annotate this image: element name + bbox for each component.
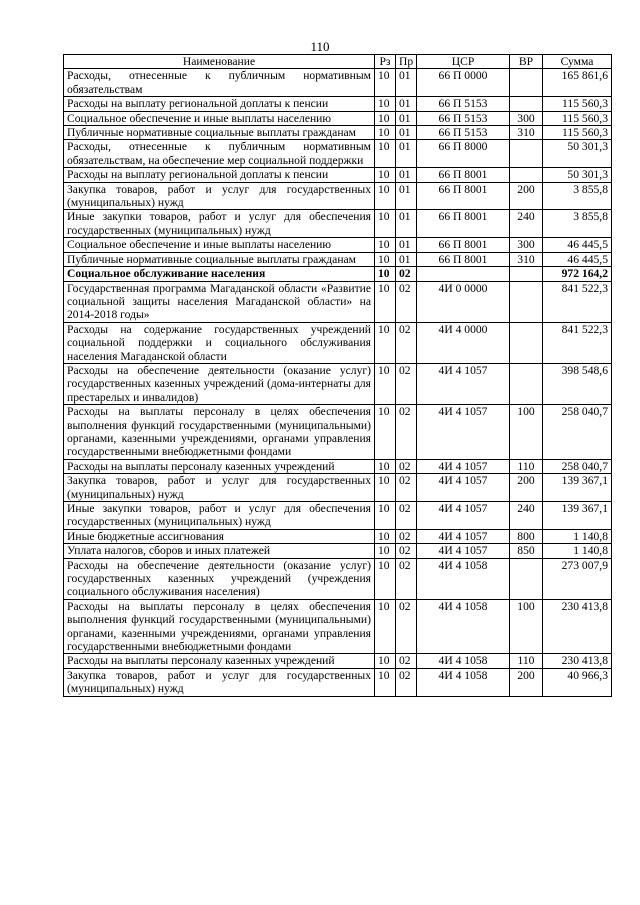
cell-sum: 139 367,1 <box>543 502 612 530</box>
cell-rz: 10 <box>375 363 396 404</box>
cell-rz: 10 <box>375 111 396 125</box>
cell-name: Расходы на выплату региональной доплаты к пенсии <box>64 97 375 111</box>
table-row <box>64 459 612 473</box>
cell-sum: 115 560,3 <box>543 126 612 140</box>
cell-vr <box>510 281 543 322</box>
cell-csr: 66 П 0000 <box>417 69 510 97</box>
header-pr: Пр <box>396 55 417 69</box>
cell-rz: 10 <box>375 599 396 654</box>
table-row <box>64 69 612 97</box>
cell-csr: 4И 4 1057 <box>417 529 510 543</box>
cell-sum: 841 522,3 <box>543 322 612 363</box>
cell-sum: 230 413,8 <box>543 599 612 654</box>
cell-vr: 310 <box>510 252 543 266</box>
table-row <box>64 238 612 252</box>
cell-rz: 10 <box>375 544 396 558</box>
cell-csr: 66 П 8001 <box>417 210 510 238</box>
cell-vr: 300 <box>510 111 543 125</box>
cell-sum: 139 367,1 <box>543 474 612 502</box>
page-number: 110 <box>310 39 330 54</box>
cell-vr: 310 <box>510 126 543 140</box>
table-row <box>64 168 612 182</box>
cell-csr: 4И 4 1057 <box>417 544 510 558</box>
cell-rz: 10 <box>375 252 396 266</box>
table-row <box>64 322 612 363</box>
cell-csr: 66 П 8001 <box>417 168 510 182</box>
cell-name: Публичные нормативные социальные выплаты гражданам <box>64 252 375 266</box>
cell-rz: 10 <box>375 182 396 210</box>
cell-name: Иные бюджетные ассигнования <box>64 529 375 543</box>
cell-name: Социальное обслуживание населения <box>64 267 375 281</box>
cell-sum: 115 560,3 <box>543 97 612 111</box>
cell-pr: 01 <box>396 252 417 266</box>
cell-sum: 46 445,5 <box>543 238 612 252</box>
table-row <box>64 405 612 460</box>
cell-name: Расходы на выплаты персоналу казенных учреждений <box>64 459 375 473</box>
table-row <box>64 111 612 125</box>
cell-vr <box>510 558 543 599</box>
cell-vr: 850 <box>510 544 543 558</box>
table-row <box>64 210 612 238</box>
cell-vr: 200 <box>510 668 543 696</box>
cell-csr: 4И 4 1058 <box>417 558 510 599</box>
cell-name: Публичные нормативные социальные выплаты гражданам <box>64 126 375 140</box>
cell-vr: 100 <box>510 405 543 460</box>
cell-sum: 258 040,7 <box>543 459 612 473</box>
cell-vr <box>510 97 543 111</box>
cell-sum: 230 413,8 <box>543 654 612 668</box>
cell-rz: 10 <box>375 654 396 668</box>
table-row <box>64 502 612 530</box>
cell-vr: 200 <box>510 474 543 502</box>
cell-csr: 4И 4 1057 <box>417 502 510 530</box>
cell-name: Иные закупки товаров, работ и услуг для обеспечения государственных (муниципальных) нужд <box>64 502 375 530</box>
cell-name: Расходы на выплаты персоналу в целях обеспечения выполнения функций государственными (муниципальными) органами, казенными учреждениями, органами управления государственными внебюджетными фондами <box>64 405 375 460</box>
cell-vr <box>510 69 543 97</box>
cell-rz: 10 <box>375 168 396 182</box>
cell-pr: 02 <box>396 502 417 530</box>
cell-pr: 02 <box>396 267 417 281</box>
header-sum: Сумма <box>543 55 612 69</box>
cell-csr: 66 П 5153 <box>417 111 510 125</box>
table-row <box>64 599 612 654</box>
table-body <box>64 69 612 696</box>
cell-csr: 66 П 5153 <box>417 97 510 111</box>
cell-csr: 66 П 8001 <box>417 182 510 210</box>
cell-rz: 10 <box>375 238 396 252</box>
cell-vr: 110 <box>510 459 543 473</box>
cell-sum: 3 855,8 <box>543 182 612 210</box>
cell-vr: 100 <box>510 599 543 654</box>
cell-vr: 110 <box>510 654 543 668</box>
cell-sum: 841 522,3 <box>543 281 612 322</box>
header-row <box>64 55 612 69</box>
table-row <box>64 474 612 502</box>
cell-csr: 66 П 5153 <box>417 126 510 140</box>
cell-vr: 240 <box>510 210 543 238</box>
table-row <box>64 97 612 111</box>
cell-name: Закупка товаров, работ и услуг для государственных (муниципальных) нужд <box>64 474 375 502</box>
cell-rz: 10 <box>375 322 396 363</box>
table-row <box>64 126 612 140</box>
cell-vr <box>510 168 543 182</box>
cell-name: Уплата налогов, сборов и иных платежей <box>64 544 375 558</box>
table-row <box>64 654 612 668</box>
cell-pr: 02 <box>396 558 417 599</box>
cell-csr: 4И 0 0000 <box>417 281 510 322</box>
cell-name: Расходы на обеспечение деятельности (оказание услуг) государственных казенных учреждений (дома-интернаты для престарелых и инвалидов) <box>64 363 375 404</box>
table-row <box>64 363 612 404</box>
cell-rz: 10 <box>375 281 396 322</box>
cell-rz: 10 <box>375 529 396 543</box>
cell-name: Социальное обеспечение и иные выплаты населению <box>64 111 375 125</box>
cell-name: Закупка товаров, работ и услуг для государственных (муниципальных) нужд <box>64 668 375 696</box>
budget-table <box>63 54 612 697</box>
cell-name: Расходы на содержание государственных учреждений социальной поддержки и социального обслуживания населения Магаданской области <box>64 322 375 363</box>
cell-vr: 240 <box>510 502 543 530</box>
cell-name: Закупка товаров, работ и услуг для государственных (муниципальных) нужд <box>64 182 375 210</box>
cell-vr <box>510 322 543 363</box>
header-csr: ЦСР <box>417 55 510 69</box>
cell-pr: 02 <box>396 363 417 404</box>
cell-pr: 02 <box>396 599 417 654</box>
cell-csr: 4И 4 0000 <box>417 322 510 363</box>
cell-pr: 02 <box>396 544 417 558</box>
cell-csr: 4И 4 1058 <box>417 599 510 654</box>
cell-name: Расходы, отнесенные к публичным нормативным обязательствам <box>64 69 375 97</box>
cell-csr: 66 П 8000 <box>417 140 510 168</box>
cell-sum: 165 861,6 <box>543 69 612 97</box>
cell-pr: 02 <box>396 668 417 696</box>
cell-sum: 398 548,6 <box>543 363 612 404</box>
cell-rz: 10 <box>375 558 396 599</box>
cell-csr <box>417 267 510 281</box>
table-row <box>64 558 612 599</box>
table-row <box>64 252 612 266</box>
table-row <box>64 267 612 281</box>
cell-vr: 300 <box>510 238 543 252</box>
cell-sum: 3 855,8 <box>543 210 612 238</box>
cell-pr: 02 <box>396 529 417 543</box>
cell-csr: 4И 4 1058 <box>417 654 510 668</box>
cell-name: Расходы, отнесенные к публичным нормативным обязательствам, на обеспечение мер социальной поддержки <box>64 140 375 168</box>
cell-csr: 4И 4 1057 <box>417 405 510 460</box>
cell-pr: 02 <box>396 459 417 473</box>
table-row <box>64 668 612 696</box>
cell-pr: 01 <box>396 168 417 182</box>
table-row <box>64 529 612 543</box>
cell-pr: 02 <box>396 281 417 322</box>
table-row <box>64 281 612 322</box>
cell-sum: 273 007,9 <box>543 558 612 599</box>
table-row <box>64 544 612 558</box>
cell-sum: 258 040,7 <box>543 405 612 460</box>
cell-pr: 01 <box>396 126 417 140</box>
cell-pr: 02 <box>396 405 417 460</box>
cell-csr: 4И 4 1057 <box>417 363 510 404</box>
table-row <box>64 182 612 210</box>
cell-sum: 115 560,3 <box>543 111 612 125</box>
cell-name: Иные закупки товаров, работ и услуг для обеспечения государственных (муниципальных) нужд <box>64 210 375 238</box>
cell-rz: 10 <box>375 474 396 502</box>
cell-sum: 1 140,8 <box>543 544 612 558</box>
cell-sum: 972 164,2 <box>543 267 612 281</box>
cell-rz: 10 <box>375 267 396 281</box>
cell-rz: 10 <box>375 668 396 696</box>
cell-pr: 01 <box>396 238 417 252</box>
cell-vr <box>510 363 543 404</box>
cell-sum: 1 140,8 <box>543 529 612 543</box>
cell-name: Расходы на выплаты персоналу в целях обеспечения выполнения функций государственными (муниципальными) органами, казенными учреждениями, органами управления государственными внебюджетными фондами <box>64 599 375 654</box>
cell-rz: 10 <box>375 69 396 97</box>
cell-pr: 01 <box>396 182 417 210</box>
cell-pr: 02 <box>396 654 417 668</box>
cell-name: Государственная программа Магаданской области «Развитие социальной защиты населения Магаданской области» на 2014-2018 годы» <box>64 281 375 322</box>
cell-sum: 50 301,3 <box>543 168 612 182</box>
cell-rz: 10 <box>375 405 396 460</box>
cell-sum: 40 966,3 <box>543 668 612 696</box>
cell-pr: 01 <box>396 140 417 168</box>
cell-rz: 10 <box>375 210 396 238</box>
cell-pr: 02 <box>396 474 417 502</box>
cell-pr: 01 <box>396 69 417 97</box>
cell-name: Расходы на выплаты персоналу казенных учреждений <box>64 654 375 668</box>
cell-vr <box>510 267 543 281</box>
table-row <box>64 140 612 168</box>
cell-rz: 10 <box>375 140 396 168</box>
cell-name: Расходы на выплату региональной доплаты к пенсии <box>64 168 375 182</box>
cell-sum: 46 445,5 <box>543 252 612 266</box>
cell-sum: 50 301,3 <box>543 140 612 168</box>
cell-pr: 02 <box>396 322 417 363</box>
cell-pr: 01 <box>396 97 417 111</box>
cell-vr: 200 <box>510 182 543 210</box>
cell-vr: 800 <box>510 529 543 543</box>
cell-rz: 10 <box>375 97 396 111</box>
cell-vr <box>510 140 543 168</box>
cell-name: Социальное обеспечение и иные выплаты населению <box>64 238 375 252</box>
cell-pr: 01 <box>396 111 417 125</box>
cell-csr: 66 П 8001 <box>417 252 510 266</box>
cell-csr: 4И 4 1057 <box>417 459 510 473</box>
header-vr: ВР <box>510 55 543 69</box>
cell-rz: 10 <box>375 502 396 530</box>
cell-csr: 4И 4 1058 <box>417 668 510 696</box>
cell-csr: 66 П 8001 <box>417 238 510 252</box>
cell-pr: 01 <box>396 210 417 238</box>
cell-rz: 10 <box>375 126 396 140</box>
header-rz: Рз <box>375 55 396 69</box>
cell-name: Расходы на обеспечение деятельности (оказание услуг) государственных казенных учреждений (учреждения социального обслуживания населения) <box>64 558 375 599</box>
header-name: Наименование <box>64 55 375 69</box>
cell-rz: 10 <box>375 459 396 473</box>
cell-csr: 4И 4 1057 <box>417 474 510 502</box>
